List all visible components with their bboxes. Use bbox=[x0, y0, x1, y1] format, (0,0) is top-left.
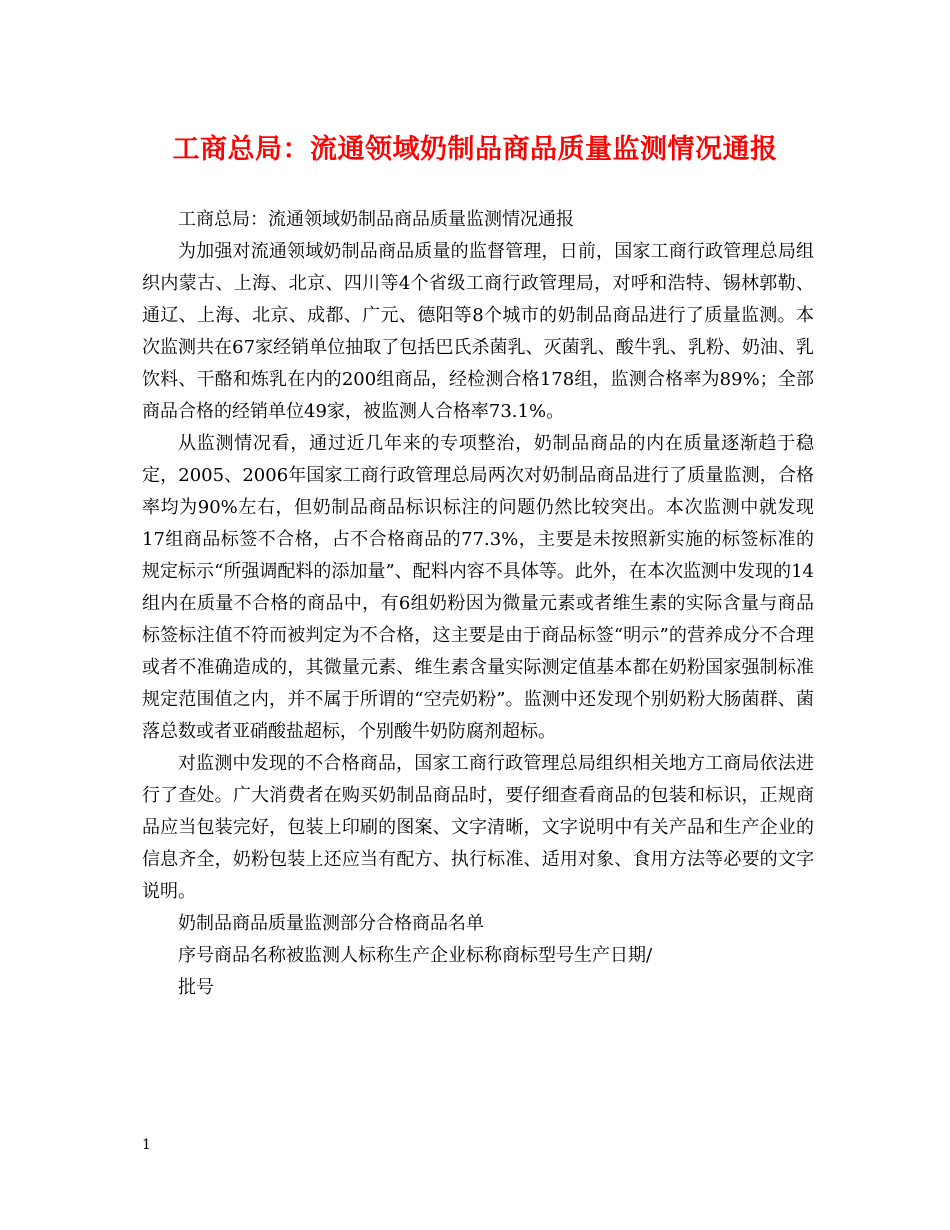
body-paragraph: 为加强对流通领域奶制品商品质量的监督管理，日前，国家工商行政管理总局组织内蒙古、上海、北京、四川等4个省级工商行政管理局，对呼和浩特、锡林郭勒、通辽、上海、北京、成都、广元、德阳等8个城市的奶制品商品进行了质量监测。本次监测共在67家经销单位抽取了包括巴氏杀菌乳、灭菌乳、酸牛乳、乳粉、奶油、乳饮料、干酪和炼乳在内的200组商品，经检测合格178组，监测合格率为89%；全部商品合格的经销单位49家，被监测人合格率73.1%。 bbox=[142, 241, 814, 422]
list-heading: 奶制品商品质量监测部分合格商品名单 bbox=[178, 913, 484, 934]
document-body bbox=[142, 204, 814, 1004]
subtitle-paragraph: 工商总局：流通领域奶制品商品质量监测情况通报 bbox=[178, 209, 574, 230]
table-header-text: 序号商品名称被监测人标称生产企业标称商标型号生产日期/ bbox=[178, 945, 653, 966]
body-paragraph: 对监测中发现的不合格商品，国家工商行政管理总局组织相关地方工商局依法进行了查处。广大消费者在购买奶制品商品时，要仔细查看商品的包装和标识，正规商品应当包装完好，包装上印刷的图案、文字清晰，文字说明中有关产品和生产企业的信息齐全，奶粉包装上还应当有配方、执行标准、适用对象、食用方法等必要的文字说明。 bbox=[142, 753, 814, 902]
document-title: 工商总局：流通领域奶制品商品质量监测情况通报 bbox=[172, 134, 778, 165]
table-header-continuation: 批号 bbox=[178, 977, 214, 998]
body-paragraph: 从监测情况看，通过近几年来的专项整治，奶制品商品的内在质量逐渐趋于稳定，2005、2006年国家工商行政管理总局两次对奶制品商品进行了质量监测，合格率均为90%左右，但奶制品商品标识标注的问题仍然比较突出。本次监测中就发现17组商品标签不合格，占不合格商品的77.3%，主要是未按照新实施的标签标准的规定标示“所强调配料的添加量”、配料内容不具体等。此外，在本次监测中发现的14组内在质量不合格的商品中，有6组奶粉因为微量元素或者维生素的实际含量与商品标签标注值不符而被判定为不合格，这主要是由于商品标签“明示”的营养成分不合理或者不准确造成的，其微量元素、维生素含量实际测定值基本都在奶粉国家强制标准规定范围值之内，并不属于所谓的“空壳奶粉”。监测中还发现个别奶粉大肠菌群、菌落总数或者亚硝酸盐超标，个别酸牛奶防腐剂超标。 bbox=[142, 433, 814, 742]
page-number: 1 bbox=[142, 1137, 151, 1153]
